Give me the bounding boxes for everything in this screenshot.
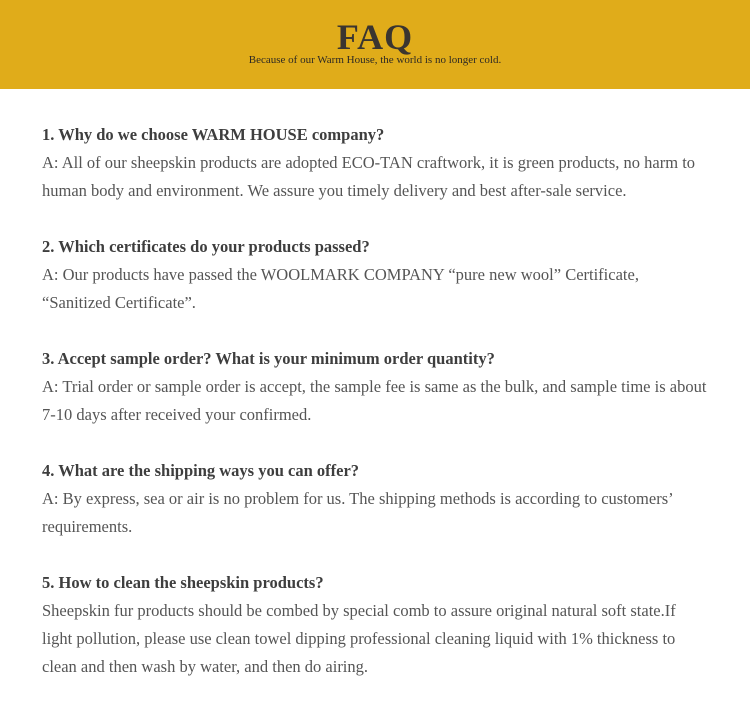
page-subtitle: Because of our Warm House, the world is no longer cold. [248,54,502,66]
faq-answer: A: All of our sheepskin products are adopted ECO-TAN craftwork, it is green products, no harm to human body and environment. We assure you timely delivery and best after-sale service. [42,153,696,200]
faq-item [42,345,710,429]
faq-item [42,569,710,681]
faq-answer: Sheepskin fur products should be combed by special comb to assure original natural soft state.If light pollution, please use clean towel dipping professional cleaning liquid with 1% thickness to clean and then wash by water, and then do airing. [42,601,676,676]
faq-item [42,233,710,317]
faq-answer: A: By express, sea or air is no problem for us. The shipping methods is according to customers’ requirements. [42,489,673,536]
faq-question: 5. How to clean the sheepskin products? [42,573,324,592]
faq-question: 2. Which certificates do your products passed? [42,237,370,256]
faq-question: 4. What are the shipping ways you can offer? [42,461,360,480]
faq-answer: A: Trial order or sample order is accept, the sample fee is same as the bulk, and sample time is about 7-10 days after received your confirmed. [42,377,707,424]
faq-list [0,89,750,681]
faq-answer: A: Our products have passed the WOOLMARK COMPANY “pure new wool” Certificate, “Sanitized Certificate”. [42,265,639,312]
faq-item [42,121,710,205]
faq-item [42,457,710,541]
faq-question: 3. Accept sample order? What is your minimum order quantity? [42,349,495,368]
faq-question: 1. Why do we choose WARM HOUSE company? [42,125,385,144]
page-title: FAQ [336,17,414,57]
faq-header [0,0,750,89]
